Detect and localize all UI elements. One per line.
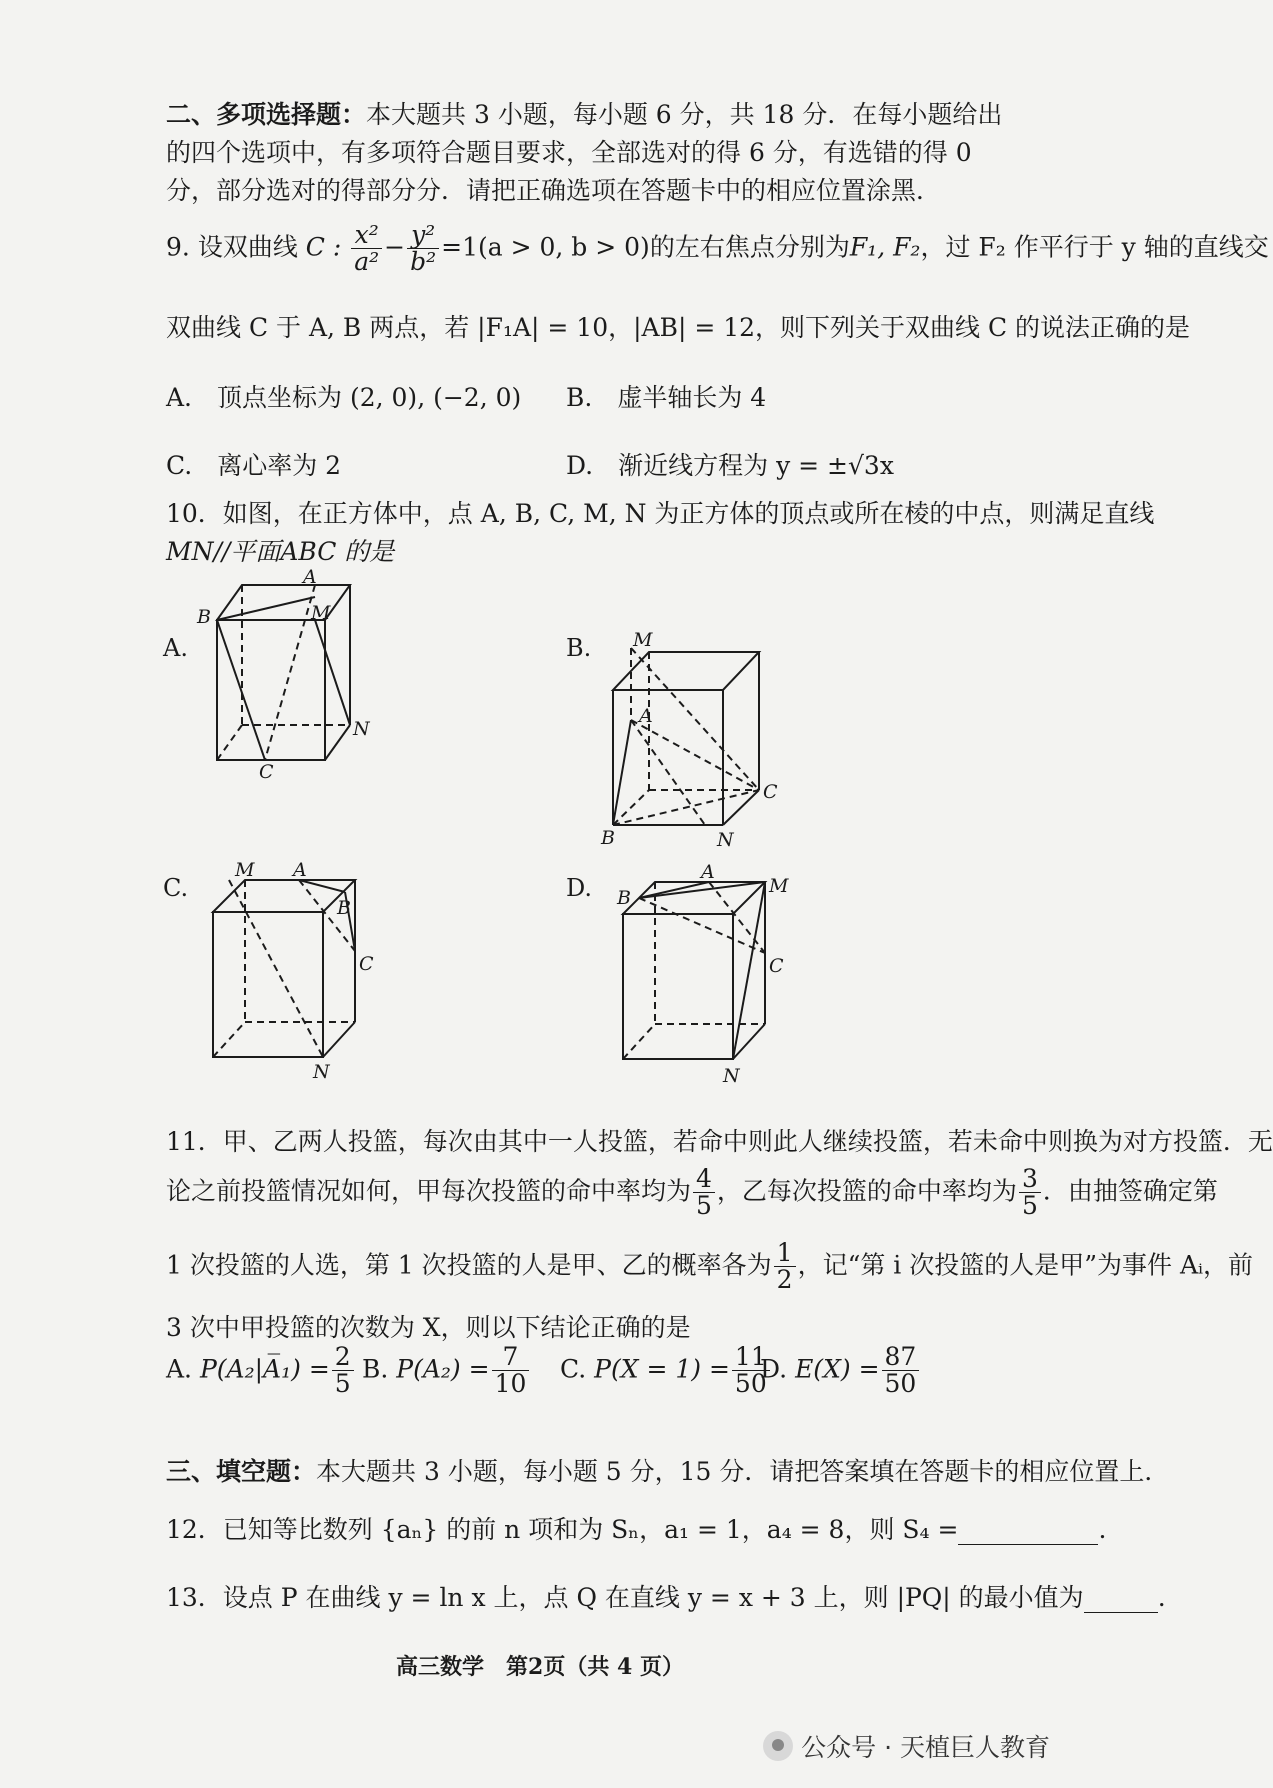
fig-a-point-b: B — [197, 606, 211, 628]
fig-a-label: A. — [163, 634, 188, 662]
fig-d-point-a: A — [701, 861, 715, 883]
q11-line3: 1 次投篮的人选，第 1 次投篮的人是甲、乙的概率各为 $\frac{1}{2}$ ，记“第 i 次投篮的人是甲”为事件 Aᵢ，前 — [166, 1238, 1254, 1295]
fig-a-point-c: C — [259, 761, 274, 783]
q9-option-a: A. 顶点坐标为 (2, 0), (−2, 0) — [166, 383, 522, 412]
q11-frac-4-5: $\frac{4}{5}$ — [693, 1166, 715, 1220]
q11-option-d: D. E(X) = $\frac{87}{50}$ — [760, 1344, 921, 1398]
section3-heading: 三、填空题： — [166, 1457, 317, 1486]
fig-c-point-n: N — [313, 1061, 330, 1083]
fig-d-point-m: M — [769, 875, 789, 897]
q11-line2: 论之前投篮情况如何，甲每次投篮的命中率均为 $\frac{4}{5}$ ，乙每次投篮的命中率均为 $\frac{3}{5}$ ．由抽签确定第 — [166, 1164, 1218, 1221]
fig-b-point-n: N — [717, 829, 734, 851]
fig-c-label: C. — [163, 874, 189, 902]
cube-figure-c — [205, 859, 395, 1083]
fig-c-point-c: C — [359, 953, 374, 975]
fig-b-point-c: C — [763, 781, 778, 803]
fig-d-label: D. — [566, 874, 593, 902]
fig-d-point-b: B — [617, 887, 631, 909]
q13-answer-blank[interactable] — [1084, 1583, 1158, 1613]
fig-c-point-b: B — [337, 897, 351, 919]
fig-a-point-m: M — [311, 602, 331, 624]
q9-line2: 双曲线 C 于 A, B 两点，若 |F₁A| = 10，|AB| = 12，则下列关于双曲线 C 的说法正确的是 — [166, 313, 1191, 342]
q9-option-d: D. 渐近线方程为 y = ±√3x — [566, 451, 894, 480]
fig-b-label: B. — [566, 634, 592, 662]
watermark-text: 公众号 · 天植巨人教育 — [801, 1733, 1050, 1762]
section2-block — [166, 96, 1012, 210]
fig-c-point-a: A — [293, 859, 307, 881]
q12-line: 12．已知等比数列 {aₙ} 的前 n 项和为 Sₙ，a₁ = 1，a₄ = 8，则 S₄ = . — [166, 1515, 1107, 1544]
q9-option-b: B. 虚半轴长为 4 — [566, 383, 767, 412]
q11-line4: 3 次中甲投篮的次数为 X，则以下结论正确的是 — [166, 1313, 691, 1342]
q9-frac-y: $\frac{\text{y²}}{\text{b²}}$ — [407, 222, 439, 276]
q10-line1: 10．如图，在正方体中，点 A, B, C, M, N 为正方体的顶点或所在棱的中点，则满足直线 — [166, 499, 1155, 528]
watermark — [763, 1728, 1050, 1764]
page-footer: 高三数学 第2页（共 4 页） — [396, 1654, 684, 1680]
cube-figure-d — [615, 861, 805, 1087]
q12-answer-blank[interactable] — [958, 1515, 1098, 1545]
q11-frac-1-2: $\frac{1}{2}$ — [774, 1240, 796, 1294]
q13-line: 13．设点 P 在曲线 y = ln x 上，点 Q 在直线 y = x + 3 上，则 |PQ| 的最小值为 . — [166, 1583, 1166, 1612]
fig-b-point-a: A — [639, 705, 653, 727]
cube-figure-a — [197, 566, 395, 783]
fig-d-point-c: C — [769, 955, 784, 977]
fig-c-point-m: M — [235, 859, 255, 881]
section3-block — [166, 1452, 1169, 1488]
fig-b-point-b: B — [601, 827, 615, 849]
section3-intro: 本大题共 3 小题，每小题 5 分，15 分．请把答案填在答题卡的相应位置上． — [316, 1457, 1170, 1486]
q9-number: 9. — [166, 232, 190, 262]
q11-option-c: C. P(X = 1) = $\frac{11}{50}$ — [560, 1344, 772, 1398]
q9-foci: F₁, F₂ — [849, 232, 921, 262]
q9-curve-name: C : — [305, 232, 342, 262]
fig-a-point-n: N — [353, 718, 370, 740]
q9-tail: ，过 F₂ 作平行于 y 轴的直线交 — [920, 232, 1269, 262]
fig-b-point-m: M — [633, 629, 653, 651]
fig-d-point-n: N — [723, 1065, 740, 1087]
q11-frac-3-5: $\frac{3}{5}$ — [1019, 1166, 1041, 1220]
q9-option-c: C. 离心率为 2 — [166, 451, 342, 480]
q9-mid: 的左右焦点分别为 — [649, 232, 850, 262]
q10-line2: MN//平面ABC 的是 — [166, 537, 395, 566]
cube-figure-b — [601, 629, 795, 851]
q11-option-a: A. P(A₂|A̅₁) = $\frac{2}{5}$ — [166, 1344, 356, 1398]
section2-heading: 二、多项选择题： — [166, 100, 367, 129]
q11-line1: 11．甲、乙两人投篮，每次由其中一人投篮，若命中则此人继续投篮，若未命中则换为对方投篮．无 — [166, 1127, 1273, 1156]
q9-frac-x: $\frac{\text{x²}}{\text{a²}}$ — [351, 222, 382, 276]
q9-line1: 9. 设双曲线 C : $\frac{\text{x²}}{\text{a²}}$ − $\frac{\text{y²}}{\text{b²}}$ =1(a > 0, b > 0)的左右焦点分别为F₁, F₂，过 F₂ 作平行于 y 轴的直线交 — [166, 220, 1269, 277]
q9-condition: =1(a > 0, b > 0) — [441, 232, 650, 262]
section2-intro: 本大题共 3 小题，每小题 6 分，共 18 分．在每小题给出的四个选项中，有多项符合题目要求，全部选对的得 6 分，有选错的得 0 分，部分选对的得部分分．请把正确选项在答题卡中的相应位置涂黑． — [166, 100, 1003, 205]
wechat-icon — [763, 1731, 793, 1761]
fig-a-point-a: A — [303, 566, 317, 588]
q9-prefix: 设双曲线 — [197, 232, 298, 262]
q11-option-b: B. P(A₂) = $\frac{7}{10}$ — [362, 1344, 531, 1398]
